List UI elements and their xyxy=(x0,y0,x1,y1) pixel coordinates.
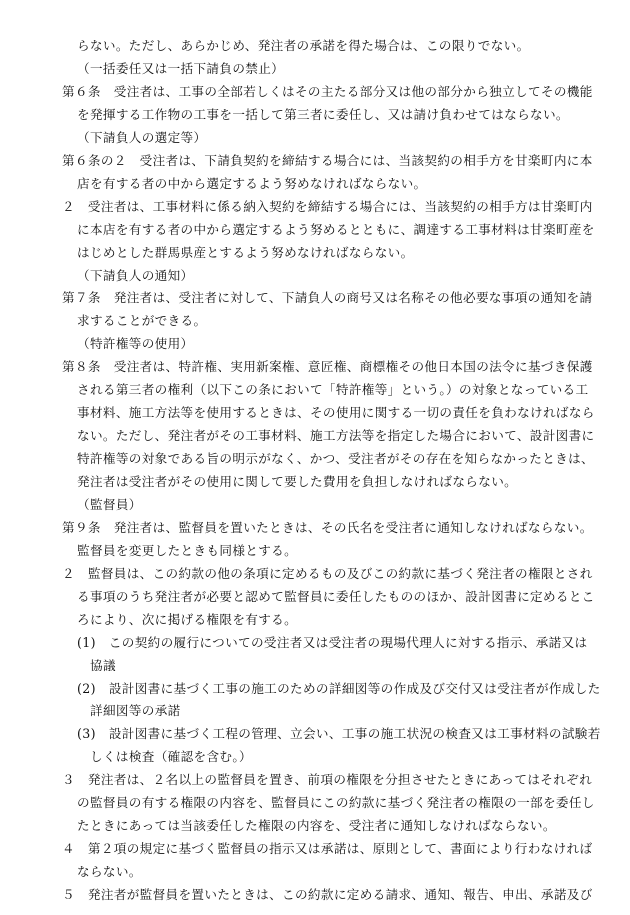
article-heading: （監督員） xyxy=(77,496,142,512)
text-line: を発揮する工作物の工事を一括して第三者に委任し、又は請け負わせてはならない。 xyxy=(77,106,569,122)
article-heading: （下請負人の通知） xyxy=(77,267,194,283)
text-line: に本店を有する者の中から選定するよう努めるとともに、調達する工事材料は甘楽町産を xyxy=(77,221,595,237)
text-line: 第９条 発注者は、監督員を置いたときは、その氏名を受注者に通知しなければならない。 xyxy=(62,519,593,535)
text-line: ５ 発注者が監督員を置いたときは、この約款に定める請求、通知、報告、申出、承諾及び xyxy=(62,887,593,902)
text-line: 詳細図等の承諾 xyxy=(90,703,181,719)
text-line: 監督員を変更したときも同様とする。 xyxy=(77,542,298,558)
text-line: 発注者は受注者がその使用に関して要した費用を負担しなければならない。 xyxy=(77,474,518,489)
text-line: の監督員の有する権限の内容を、監督員にこの約款に基づく発注者の権限の一部を委任し xyxy=(77,795,595,811)
text-line: ３ 発注者は、２名以上の監督員を置き、前項の権限を分担させたときにあってはそれぞれ xyxy=(62,772,593,788)
text-line: しくは検査（確認を含む。） xyxy=(90,749,252,765)
text-line: 第７条 発注者は、受注者に対して、下請負人の商号又は名称その他必要な事項の通知を請 xyxy=(62,290,593,306)
text-line: 協議 xyxy=(90,657,116,673)
text-line: らない。ただし、あらかじめ、発注者の承諾を得た場合は、この限りでない。 xyxy=(77,38,530,53)
text-line: ４ 第２項の規定に基づく監督員の指示又は承諾は、原則として、書面により行わなければ xyxy=(62,841,593,857)
text-line: 店を有する者の中から選定するよう努めなければならない。 xyxy=(77,175,427,191)
text-line: される第三者の権利（以下この条において「特許権等」という。）の対象となっている工 xyxy=(77,382,589,398)
text-line: ろにより、次に掲げる権限を有する。 xyxy=(77,611,298,627)
text-line: る事項のうち発注者が必要と認めて監督員に委任したもののほか、設計図書に定めるとこ xyxy=(77,588,595,604)
text-line: たときにあっては当該委任した権限の内容を、受注者に通知しなければならない。 xyxy=(77,818,556,834)
text-line: 求することができる。 xyxy=(77,313,207,329)
article-heading: （一括委任又は一括下請負の禁止） xyxy=(77,60,285,76)
list-item: (1) この契約の履行についての受注者又は受注者の現場代理人に対する指示、承諾又は xyxy=(77,634,588,650)
text-line: ２ 受注者は、工事材料に係る納入契約を締結する場合には、当該契約の相手方は甘楽町内 xyxy=(62,198,593,214)
text-line: ない。ただし、発注者がその工事材料、施工方法等を指定した場合において、設計図書に xyxy=(77,428,595,444)
list-item: (2) 設計図書に基づく工事の施工のための詳細図等の作成及び交付又は受注者が作成した xyxy=(77,680,601,696)
article-heading: （特許権等の使用） xyxy=(77,336,194,352)
text-line: 第６条の２ 受注者は、下請負契約を締結する場合には、当該契約の相手方を甘楽町内に本 xyxy=(62,152,593,168)
article-heading: （下請負人の選定等） xyxy=(77,129,207,145)
text-line: 第６条 受注者は、工事の全部若しくはその主たる部分又は他の部分から独立してその機能 xyxy=(62,83,593,99)
text-line: ２ 監督員は、この約款の他の条項に定めるもの及びこの約款に基づく発注者の権限とされ xyxy=(62,565,593,581)
text-line: 第８条 受注者は、特許権、実用新案権、意匠権、商標権その他日本国の法令に基づき保護 xyxy=(62,359,593,375)
text-line: はじめとした群馬県産とするよう努めなければならない。 xyxy=(77,244,414,260)
list-item: (3) 設計図書に基づく工程の管理、立会い、工事の施工状況の検査又は工事材料の試験若 xyxy=(77,726,601,742)
text-line: 事材料、施工方法等を使用するときは、その使用に関する一切の責任を負わなければなら xyxy=(77,405,595,421)
text-line: ならない。 xyxy=(77,864,142,880)
text-line: 特許権等の対象である旨の明示がなく、かつ、受注者がその存在を知らなかったときは、 xyxy=(77,451,594,466)
